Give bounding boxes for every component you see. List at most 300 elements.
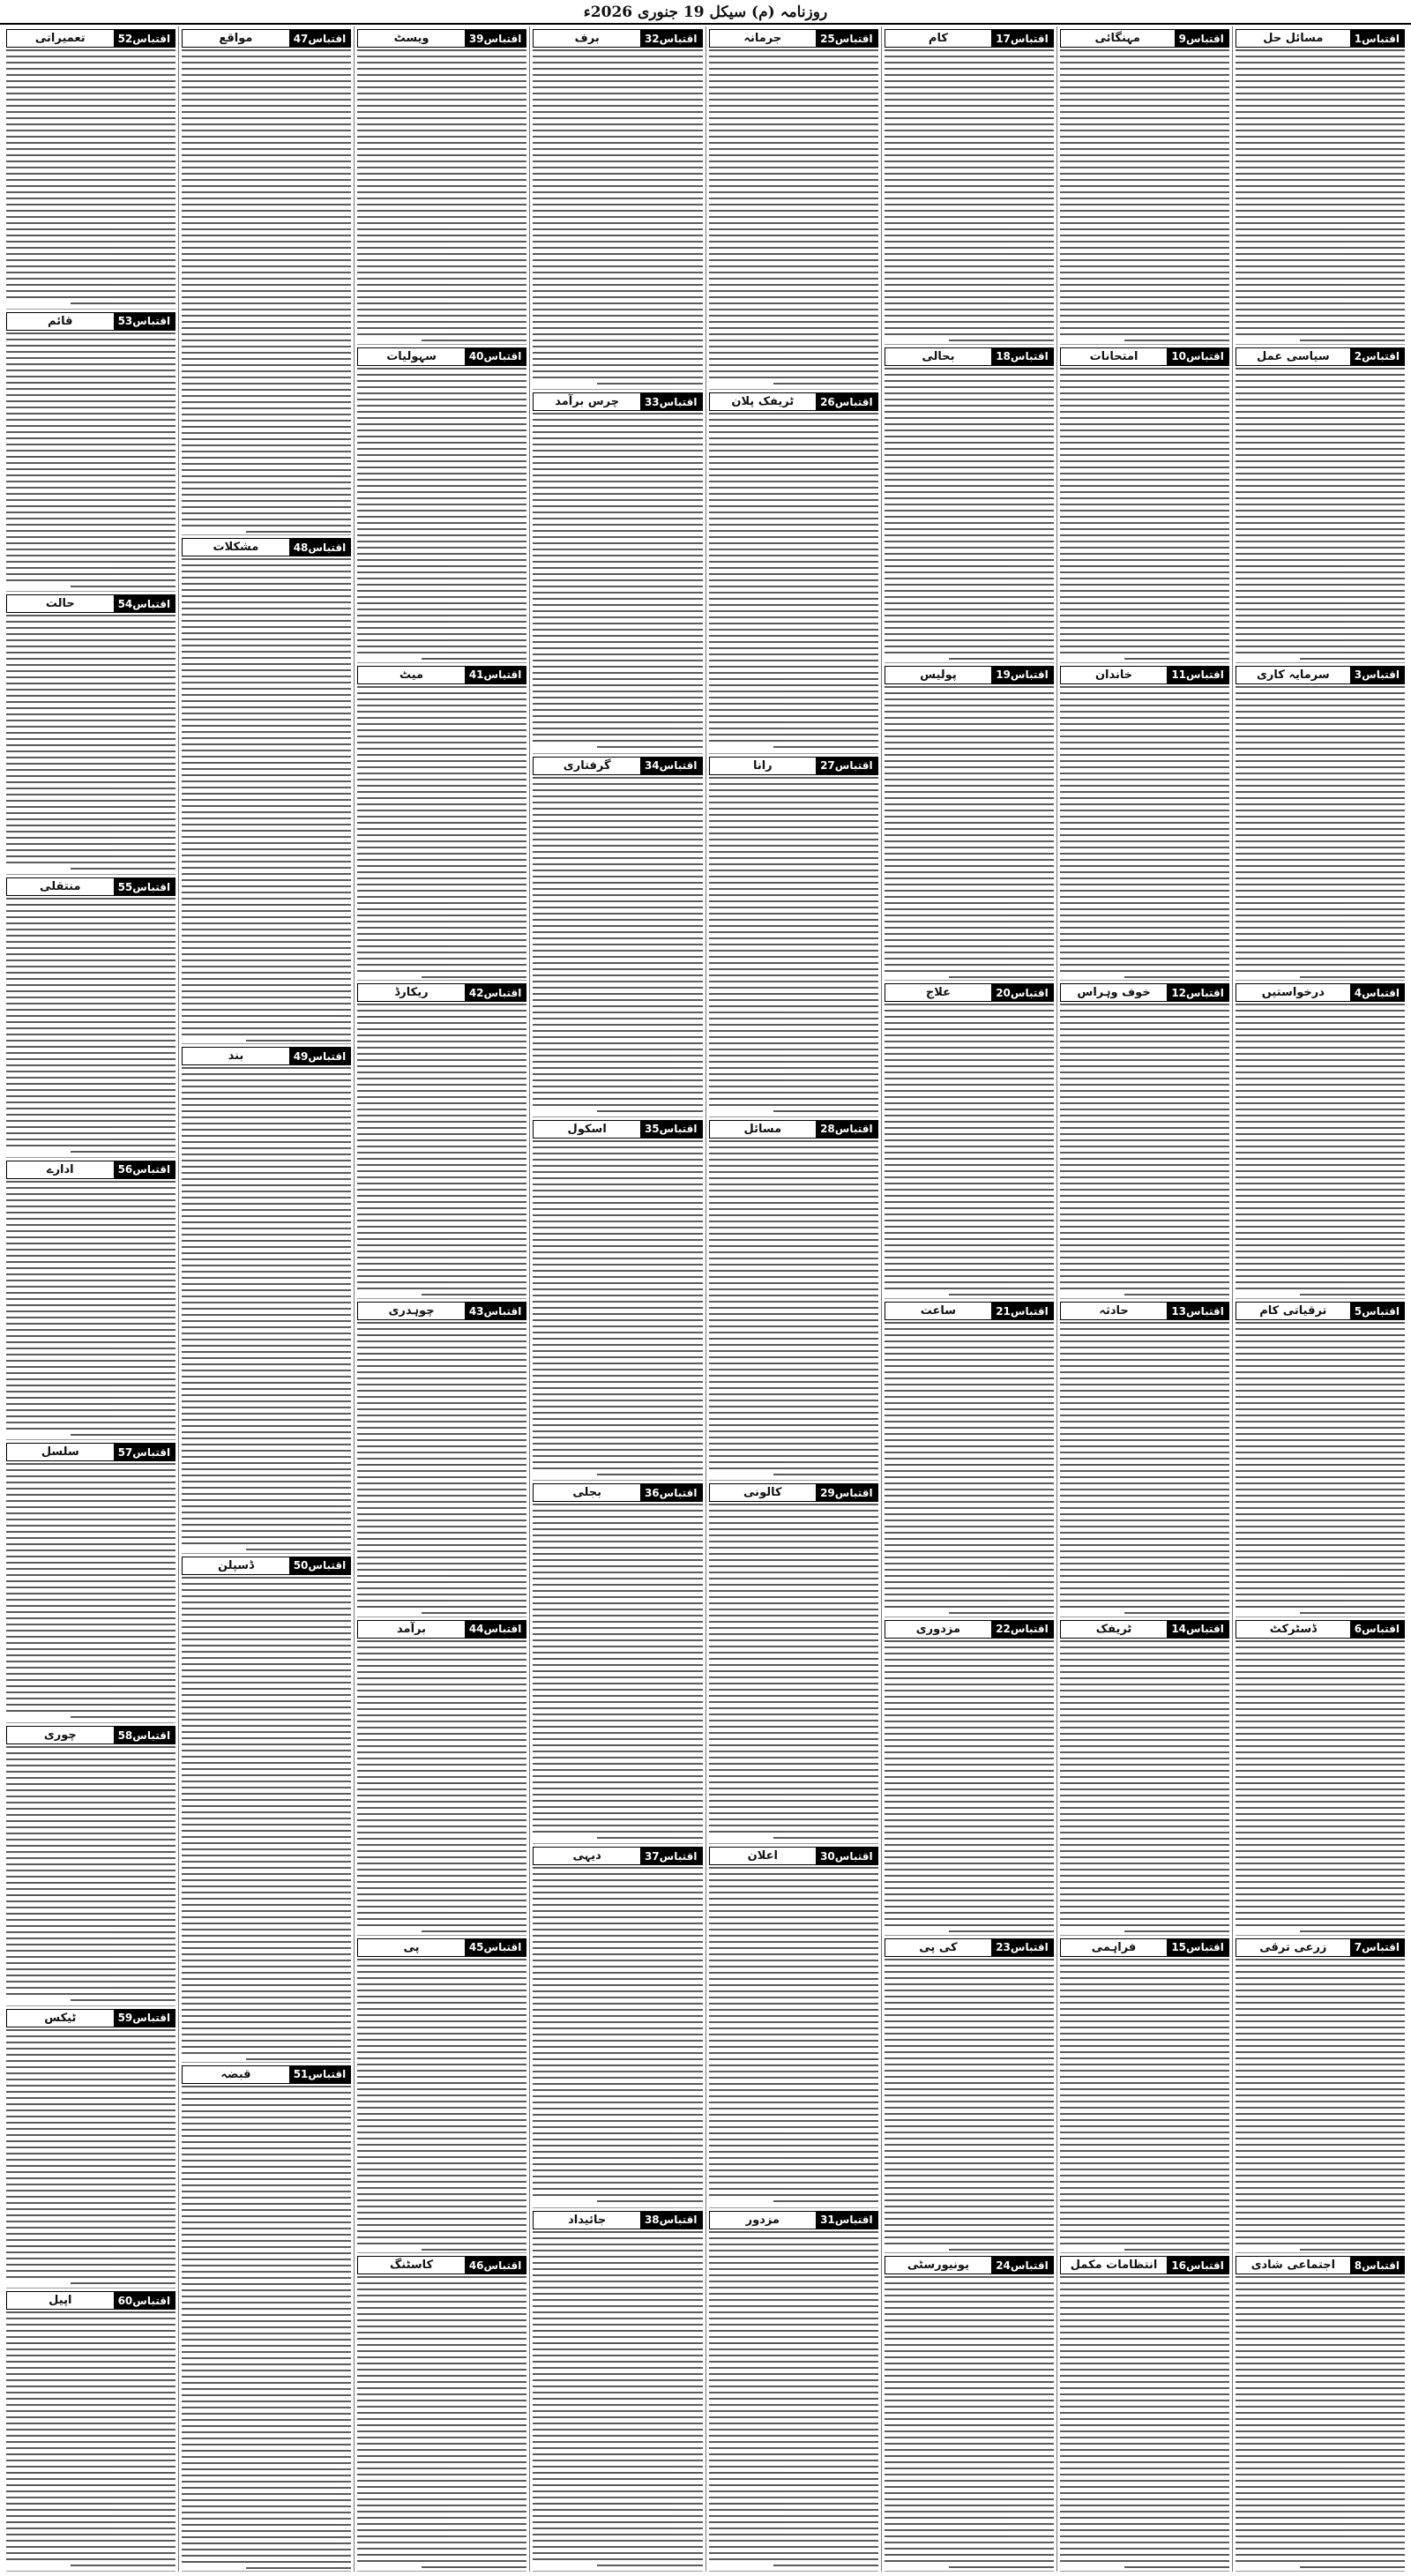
- news-item: [1060, 26, 1229, 345]
- news-item: [533, 390, 702, 753]
- item-heading: [182, 2065, 351, 2084]
- item-keyword: زرعی ترقی: [1259, 1940, 1327, 1954]
- item-body-text: [885, 368, 1054, 661]
- item-body-text: [533, 1867, 702, 2205]
- news-item: [709, 1481, 878, 1844]
- item-body-text: [885, 2276, 1054, 2569]
- news-item: [709, 1844, 878, 2207]
- news-item: [1236, 663, 1405, 982]
- news-item: [1236, 26, 1405, 345]
- item-number-badge: اقتباس60: [114, 2292, 175, 2309]
- news-item: [1236, 1299, 1405, 1617]
- news-item: [6, 310, 175, 593]
- item-body-text: [1060, 686, 1229, 979]
- item-body-text: [357, 1640, 526, 1933]
- item-body-text: [709, 1867, 878, 2205]
- item-heading: [709, 757, 878, 775]
- news-item: [533, 754, 702, 1117]
- item-keyword: ٹریفک: [1095, 1622, 1132, 1636]
- item-body-text: [709, 1504, 878, 1841]
- news-item: [6, 1723, 175, 2006]
- item-number-badge: اقتباس38: [640, 2212, 702, 2229]
- item-keyword: رانا: [752, 758, 773, 773]
- news-column: [529, 26, 705, 2572]
- item-heading: [1236, 2256, 1405, 2274]
- item-number-badge: اقتباس4: [1350, 984, 1404, 1001]
- item-keyword: ویسٹ: [393, 32, 429, 45]
- item-body-text: [709, 1140, 878, 1478]
- news-item: [6, 592, 175, 875]
- item-keyword: خوف وہراس: [1077, 986, 1151, 1000]
- item-heading: [1060, 1938, 1229, 1957]
- item-body-text: [709, 49, 878, 387]
- item-number-badge: اقتباس18: [991, 348, 1053, 365]
- item-number-badge: اقتباس37: [640, 1848, 702, 1864]
- news-item: [357, 345, 526, 663]
- news-item: [1236, 345, 1405, 663]
- item-number-badge: اقتباس31: [816, 2212, 877, 2229]
- item-keyword: علاج: [925, 986, 951, 1000]
- item-number-badge: اقتباس5: [1350, 1303, 1404, 1319]
- item-keyword: قبضہ: [220, 2067, 251, 2081]
- news-item: [1236, 981, 1405, 1299]
- news-item: [357, 26, 526, 345]
- item-heading: [6, 2291, 175, 2310]
- item-heading: [885, 347, 1054, 366]
- item-number-badge: اقتباس46: [465, 2257, 526, 2274]
- item-number-badge: اقتباس59: [114, 2010, 175, 2027]
- item-body-text: [1060, 1322, 1229, 1615]
- item-heading: [709, 2211, 878, 2229]
- news-item: [885, 981, 1054, 1299]
- news-item: [182, 26, 351, 535]
- item-keyword: ڈسپلن: [217, 1558, 254, 1572]
- item-heading: [1060, 29, 1229, 48]
- item-keyword: بجلی: [572, 1486, 602, 1500]
- item-heading: [6, 2009, 175, 2027]
- item-heading: [182, 1557, 351, 1575]
- item-number-badge: اقتباس34: [640, 758, 702, 774]
- item-keyword: برآمد: [397, 1622, 427, 1636]
- item-heading: [885, 1302, 1054, 1320]
- news-item: [1060, 1299, 1229, 1617]
- news-item: [6, 875, 175, 1158]
- news-item: [1060, 663, 1229, 982]
- item-number-badge: اقتباس20: [991, 984, 1053, 1001]
- item-keyword: سیاسی عمل: [1257, 349, 1330, 363]
- news-column: [706, 26, 881, 2572]
- item-heading: [1236, 666, 1405, 684]
- item-body-text: [1236, 1959, 1405, 2251]
- news-item: [6, 1158, 175, 1441]
- item-keyword: کام: [928, 32, 948, 45]
- item-heading: [709, 1847, 878, 1865]
- item-keyword: پولیس: [920, 668, 957, 682]
- item-heading: [357, 666, 526, 684]
- item-number-badge: اقتباس30: [816, 1848, 877, 1864]
- item-heading: [182, 538, 351, 556]
- item-keyword: اپیل: [49, 2294, 72, 2308]
- news-item: [357, 2253, 526, 2572]
- item-body-text: [357, 1004, 526, 1296]
- item-body-text: [357, 2276, 526, 2569]
- item-keyword: قائم: [48, 314, 73, 328]
- item-body-text: [6, 2029, 175, 2287]
- columns-grid: [4, 26, 1407, 2572]
- item-body-text: [885, 1959, 1054, 2251]
- item-body-text: [6, 898, 175, 1155]
- item-body-text: [533, 413, 702, 750]
- news-column: [1056, 26, 1232, 2572]
- news-item: [885, 1936, 1054, 2254]
- item-keyword: کالونی: [743, 1486, 782, 1500]
- item-body-text: [182, 49, 351, 533]
- item-heading: [533, 757, 702, 775]
- news-column: [881, 26, 1056, 2572]
- news-item: [1060, 981, 1229, 1299]
- item-number-badge: اقتباس19: [991, 667, 1053, 683]
- news-item: [885, 2253, 1054, 2572]
- item-body-text: [709, 2231, 878, 2569]
- item-body-text: [533, 49, 702, 387]
- item-keyword: مہنگائی: [1094, 32, 1140, 45]
- item-body-text: [357, 686, 526, 979]
- item-body-text: [709, 777, 878, 1115]
- item-number-badge: اقتباس17: [991, 30, 1053, 47]
- item-number-badge: اقتباس36: [640, 1484, 702, 1501]
- item-heading: [533, 392, 702, 411]
- item-heading: [533, 1120, 702, 1139]
- news-item: [6, 2289, 175, 2572]
- news-item: [6, 2006, 175, 2289]
- item-number-badge: اقتباس58: [114, 1727, 175, 1743]
- item-heading: [182, 1047, 351, 1065]
- item-keyword: ڈسٹرکٹ: [1269, 1622, 1317, 1636]
- item-heading: [1236, 1620, 1405, 1639]
- item-keyword: بند: [228, 1049, 244, 1064]
- item-body-text: [1236, 368, 1405, 661]
- item-number-badge: اقتباس49: [289, 1048, 351, 1064]
- item-heading: [6, 29, 175, 48]
- item-number-badge: اقتباس41: [465, 667, 526, 683]
- news-item: [1060, 1617, 1229, 1936]
- news-item: [182, 2063, 351, 2572]
- item-heading: [357, 983, 526, 1002]
- news-item: [357, 663, 526, 982]
- item-number-badge: اقتباس16: [1167, 2257, 1228, 2274]
- item-number-badge: اقتباس43: [465, 1303, 526, 1319]
- news-item: [533, 1117, 702, 1481]
- item-keyword: چوری: [43, 1729, 77, 1743]
- item-body-text: [6, 1746, 175, 2004]
- news-item: [533, 1481, 702, 1844]
- item-keyword: ٹیکس: [44, 2011, 77, 2025]
- item-keyword: سہولیات: [386, 349, 437, 363]
- item-keyword: سلسل: [41, 1445, 79, 1460]
- item-number-badge: اقتباس35: [640, 1121, 702, 1138]
- item-keyword: ساعت: [920, 1304, 957, 1318]
- item-heading: [885, 983, 1054, 1002]
- item-number-badge: اقتباس51: [289, 2066, 351, 2083]
- item-heading: [182, 29, 351, 48]
- item-heading: [357, 1620, 526, 1639]
- item-keyword: کاسٹنگ: [389, 2259, 434, 2273]
- item-keyword: بحالی: [922, 349, 955, 363]
- item-body-text: [885, 686, 1054, 979]
- item-heading: [1060, 2256, 1229, 2274]
- item-body-text: [357, 368, 526, 661]
- item-body-text: [1060, 49, 1229, 342]
- item-number-badge: اقتباس52: [114, 30, 175, 47]
- item-keyword: برف: [574, 32, 600, 45]
- item-keyword: میٹ: [399, 668, 424, 682]
- item-body-text: [1236, 2276, 1405, 2569]
- item-number-badge: اقتباس23: [991, 1939, 1053, 1956]
- news-item: [709, 26, 878, 390]
- item-number-badge: اقتباس24: [991, 2257, 1053, 2274]
- news-item: [357, 1617, 526, 1936]
- item-number-badge: اقتباس29: [816, 1484, 877, 1501]
- item-heading: [885, 2256, 1054, 2274]
- news-item: [357, 1936, 526, 2254]
- item-heading: [709, 1120, 878, 1139]
- item-body-text: [6, 49, 175, 307]
- item-heading: [6, 1443, 175, 1461]
- item-body-text: [182, 2086, 351, 2569]
- item-number-badge: اقتباس3: [1350, 667, 1404, 683]
- item-body-text: [6, 332, 175, 590]
- item-heading: [1060, 983, 1229, 1002]
- item-keyword: دیہی: [572, 1849, 601, 1863]
- item-body-text: [6, 615, 175, 872]
- item-heading: [885, 1620, 1054, 1639]
- news-item: [1060, 2253, 1229, 2572]
- item-body-text: [885, 49, 1054, 342]
- item-keyword: مواقع: [219, 32, 253, 45]
- item-number-badge: اقتباس10: [1167, 348, 1228, 365]
- item-body-text: [885, 1640, 1054, 1933]
- news-column: [4, 26, 178, 2572]
- item-number-badge: اقتباس42: [465, 984, 526, 1001]
- item-keyword: جائیداد: [568, 2213, 607, 2227]
- item-number-badge: اقتباس6: [1350, 1621, 1404, 1638]
- news-item: [1236, 1617, 1405, 1936]
- item-heading: [1236, 1302, 1405, 1320]
- item-keyword: تعمیراتی: [34, 32, 86, 45]
- item-number-badge: اقتباس14: [1167, 1621, 1228, 1638]
- item-heading: [709, 392, 878, 411]
- item-keyword: مسائل: [743, 1122, 782, 1136]
- item-number-badge: اقتباس2: [1350, 348, 1404, 365]
- news-item: [885, 345, 1054, 663]
- item-body-text: [357, 1322, 526, 1615]
- item-keyword: منتقلی: [40, 880, 81, 894]
- item-number-badge: اقتباس15: [1167, 1939, 1228, 1956]
- item-heading: [357, 1302, 526, 1320]
- item-keyword: گرفتاری: [563, 758, 611, 773]
- item-keyword: امتحانات: [1089, 349, 1139, 363]
- item-heading: [6, 594, 175, 613]
- item-keyword: انتظامات مکمل: [1070, 2259, 1158, 2273]
- news-item: [885, 663, 1054, 982]
- news-column: [178, 26, 354, 2572]
- news-item: [357, 981, 526, 1299]
- item-number-badge: اقتباس57: [114, 1444, 175, 1460]
- item-heading: [6, 1161, 175, 1179]
- item-number-badge: اقتباس26: [816, 393, 877, 410]
- item-number-badge: اقتباس55: [114, 878, 175, 895]
- item-number-badge: اقتباس12: [1167, 984, 1228, 1001]
- item-keyword: جرمانہ: [743, 32, 782, 45]
- news-item: [533, 2208, 702, 2572]
- item-body-text: [1236, 1322, 1405, 1615]
- item-body-text: [182, 558, 351, 1042]
- item-keyword: چرس برآمد: [555, 395, 620, 409]
- item-body-text: [1236, 686, 1405, 979]
- item-body-text: [6, 1463, 175, 1721]
- item-heading: [885, 666, 1054, 684]
- item-heading: [533, 2211, 702, 2229]
- item-body-text: [357, 49, 526, 342]
- item-keyword: حالت: [45, 597, 75, 611]
- item-heading: [6, 877, 175, 896]
- item-keyword: مزدوری: [915, 1622, 961, 1636]
- news-item: [6, 1440, 175, 1723]
- news-item: [1236, 2253, 1405, 2572]
- item-heading: [6, 1726, 175, 1744]
- item-body-text: [1236, 49, 1405, 342]
- news-item: [709, 390, 878, 753]
- news-item: [1060, 345, 1229, 663]
- item-keyword: اعلان: [747, 1849, 778, 1863]
- item-keyword: اسکول: [567, 1122, 607, 1136]
- item-heading: [533, 29, 702, 48]
- item-keyword: کی پی: [919, 1940, 958, 1954]
- item-body-text: [533, 1504, 702, 1841]
- item-keyword: ریکارڈ: [394, 986, 429, 1000]
- news-item: [885, 26, 1054, 345]
- item-keyword: پی: [403, 1940, 420, 1954]
- item-body-text: [533, 777, 702, 1115]
- item-body-text: [182, 1067, 351, 1550]
- news-item: [182, 1044, 351, 1553]
- item-number-badge: اقتباس40: [465, 348, 526, 365]
- item-number-badge: اقتباس48: [289, 539, 351, 556]
- news-item: [357, 1299, 526, 1617]
- item-number-badge: اقتباس44: [465, 1621, 526, 1638]
- item-keyword: فراہمی: [1091, 1940, 1137, 1954]
- item-heading: [885, 1938, 1054, 1957]
- item-keyword: سرمایہ کاری: [1257, 668, 1330, 682]
- item-number-badge: اقتباس11: [1167, 667, 1228, 683]
- item-heading: [6, 312, 175, 331]
- item-heading: [709, 1483, 878, 1502]
- news-item: [709, 1117, 878, 1481]
- item-number-badge: اقتباس8: [1350, 2257, 1404, 2274]
- item-body-text: [885, 1004, 1054, 1296]
- item-number-badge: اقتباس39: [465, 30, 526, 47]
- news-item: [182, 535, 351, 1044]
- news-item: [1236, 1936, 1405, 2254]
- item-number-badge: اقتباس27: [816, 758, 877, 774]
- news-item: [709, 2208, 878, 2572]
- item-heading: [357, 1938, 526, 1957]
- news-item: [709, 754, 878, 1117]
- item-number-badge: اقتباس7: [1350, 1939, 1404, 1956]
- item-number-badge: اقتباس54: [114, 595, 175, 612]
- news-column: [1232, 26, 1407, 2572]
- item-keyword: مشکلات: [213, 541, 259, 555]
- item-keyword: ٹریفک پلان: [731, 395, 795, 409]
- item-keyword: مزدور: [745, 2213, 780, 2227]
- item-heading: [1060, 1620, 1229, 1639]
- item-body-text: [1060, 2276, 1229, 2569]
- item-number-badge: اقتباس28: [816, 1121, 877, 1138]
- item-number-badge: اقتباس22: [991, 1621, 1053, 1638]
- item-number-badge: اقتباس32: [640, 30, 702, 47]
- item-number-badge: اقتباس50: [289, 1557, 351, 1574]
- item-keyword: ترقیاتی کام: [1259, 1304, 1327, 1318]
- item-number-badge: اقتباس45: [465, 1939, 526, 1956]
- item-body-text: [533, 1140, 702, 1478]
- item-number-badge: اقتباس53: [114, 313, 175, 330]
- item-keyword: ادارے: [46, 1162, 74, 1176]
- item-number-badge: اقتباس1: [1350, 30, 1404, 47]
- item-body-text: [1060, 1959, 1229, 2251]
- masthead: روزنامہ (م) سیکل 19 جنوری 2026ء: [0, 0, 1411, 25]
- item-heading: [1060, 347, 1229, 366]
- item-heading: [357, 347, 526, 366]
- item-body-text: [1060, 1640, 1229, 1933]
- item-heading: [533, 1483, 702, 1502]
- item-heading: [885, 29, 1054, 48]
- item-heading: [1236, 1938, 1405, 1957]
- item-keyword: خاندان: [1094, 668, 1133, 682]
- item-keyword: حادثہ: [1099, 1304, 1129, 1318]
- item-body-text: [1060, 368, 1229, 661]
- item-keyword: چوہدری: [388, 1304, 435, 1318]
- item-number-badge: اقتباس56: [114, 1161, 175, 1178]
- item-heading: [1236, 29, 1405, 48]
- item-number-badge: اقتباس9: [1175, 30, 1228, 47]
- news-item: [1060, 1936, 1229, 2254]
- item-body-text: [6, 1181, 175, 1438]
- item-heading: [1060, 1302, 1229, 1320]
- item-body-text: [1060, 1004, 1229, 1296]
- item-body-text: [182, 1577, 351, 2060]
- news-item: [533, 1844, 702, 2207]
- item-number-badge: اقتباس33: [640, 393, 702, 410]
- item-heading: [1236, 347, 1405, 366]
- item-heading: [357, 29, 526, 48]
- news-item: [6, 26, 175, 310]
- item-heading: [1236, 983, 1405, 1002]
- item-heading: [533, 1847, 702, 1865]
- item-number-badge: اقتباس25: [816, 30, 877, 47]
- news-item: [885, 1299, 1054, 1617]
- item-body-text: [1236, 1640, 1405, 1933]
- item-body-text: [533, 2231, 702, 2569]
- item-heading: [357, 2256, 526, 2274]
- item-body-text: [709, 413, 878, 750]
- item-body-text: [885, 1322, 1054, 1615]
- item-heading: [1060, 666, 1229, 684]
- item-body-text: [1236, 1004, 1405, 1296]
- item-keyword: مسائل حل: [1263, 32, 1324, 45]
- news-column: [354, 26, 529, 2572]
- news-item: [885, 1617, 1054, 1936]
- item-number-badge: اقتباس13: [1167, 1303, 1228, 1319]
